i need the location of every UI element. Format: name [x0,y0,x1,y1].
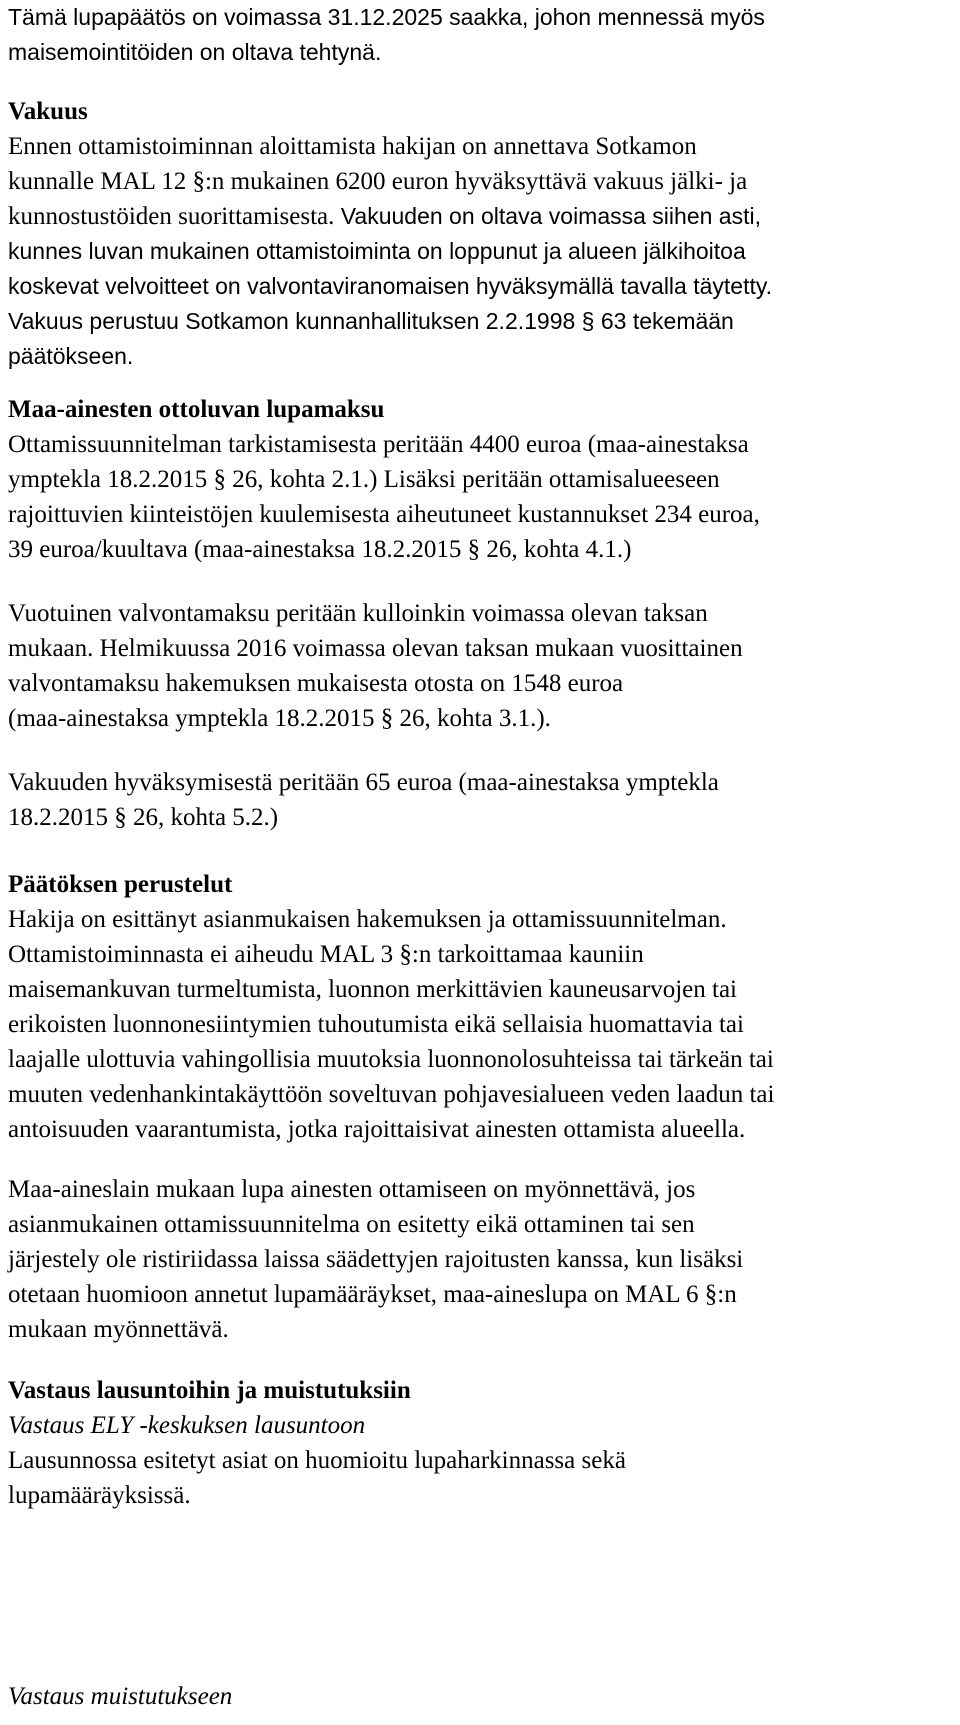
subheading: Vastaus muistutukseen [8,1683,233,1710]
text-line: mukaan myönnettävä. [8,1316,229,1343]
text-line: Hakija on esittänyt asianmukaisen hakemuksen ja ottamissuunnitelman. [8,906,727,933]
text-line: erikoisten luonnonesiintymien tuhoutumista eikä sellaisia huomattavia tai [8,1011,744,1038]
text-line: (maa-ainestaksa ymptekla 18.2.2015 § 26, kohta 3.1.). [8,705,551,732]
text-line: Ennen ottamistoiminnan aloittamista hakijan on annettava Sotkamon [8,133,697,160]
maa-aineslaki-paragraph [8,1172,948,1347]
text-line: 39 euroa/kuultava (maa-ainestaksa 18.2.2015 § 26, kohta 4.1.) [8,536,632,563]
text-line: laajalle ulottuvia vahingollisia muutoksia luonnonolosuhteissa tai tärkeän tai [8,1046,774,1073]
text-line: valvontamaksu hakemuksen mukaisesta otosta on 1548 euroa [8,670,624,697]
text-line: kunnes luvan mukainen ottamistoiminta on loppunut ja alueen jälkihoitoa [8,238,746,264]
text-line: järjestely ole ristiriidassa laissa säädettyjen rajoitusten kanssa, kun lisäksi [8,1246,744,1273]
text-line: kunnalle MAL 12 §:n mukainen 6200 euron hyväksyttävä vakuus jälki- ja [8,168,748,195]
section-heading: Maa-ainesten ottoluvan lupamaksu [8,396,385,423]
text-line: 18.2.2015 § 26, kohta 5.2.) [8,804,279,831]
text-line: Ottamistoiminnasta ei aiheudu MAL 3 §:n tarkoittamaa kauniin [8,941,644,968]
valvontamaksu-paragraph [8,596,948,736]
text-line: Lausunnossa esitetyt asiat on huomioitu lupaharkinnassa sekä [8,1447,626,1474]
text-line: Vakuuden hyväksymisestä peritään 65 euroa (maa-ainestaksa ymptekla [8,769,719,796]
vastaus-section [8,1373,948,1513]
text-line: koskevat velvoitteet on valvontaviranomaisen hyväksymällä tavalla täytetty. [8,273,773,299]
text-line: maisemointitöiden on oltava tehtynä. [8,39,382,65]
text-line: antoisuuden vaarantumista, jotka rajoittaisivat ainesten ottamista alueella. [8,1116,746,1143]
subheading: Vastaus ELY -keskuksen lausuntoon [8,1412,366,1439]
text-line: rajoittuvien kiinteistöjen kuulemisesta aiheutuneet kustannukset 234 euroa, [8,501,760,528]
text-line: Ottamissuunnitelman tarkistamisesta peritään 4400 euroa (maa-ainestaksa [8,431,749,458]
text-line [8,199,948,234]
text-line: asianmukainen ottamissuunnitelma on esitetty eikä ottaminen tai sen [8,1211,695,1238]
text-fragment: kunnostustöiden suorittamisesta. [8,203,335,230]
text-line: Vakuus perustuu Sotkamon kunnanhallituksen 2.2.1998 § 63 tekemään [8,308,734,334]
text-fragment: Vakuuden on oltava voimassa siihen asti, [334,203,761,229]
muistutus-subsection [8,1679,948,1714]
vakuuden-hyvaksyminen-paragraph [8,765,948,835]
text-line: päätökseen. [8,343,134,369]
text-line: otetaan huomioon annetut lupamääräykset, maa-aineslupa on MAL 6 §:n [8,1281,737,1308]
text-line: Maa-aineslain mukaan lupa ainesten ottamiseen on myönnettävä, jos [8,1176,696,1203]
text-line: lupamääräyksissä. [8,1482,191,1509]
validity-paragraph [8,0,948,70]
text-line: Tämä lupapäätös on voimassa 31.12.2025 saakka, johon mennessä myös [8,4,765,30]
section-heading: Vakuus [8,98,88,125]
perustelut-section [8,867,948,1147]
text-line: ymptekla 18.2.2015 § 26, kohta 2.1.) Lisäksi peritään ottamisalueeseen [8,466,720,493]
text-line: muuten vedenhankintakäyttöön soveltuvan pohjavesialueen veden laadun tai [8,1081,775,1108]
text-line: mukaan. Helmikuussa 2016 voimassa olevan taksan mukaan vuosittainen [8,635,743,662]
lupamaksu-section [8,392,948,567]
vakuus-section [8,94,948,374]
section-heading: Päätöksen perustelut [8,871,233,898]
section-heading: Vastaus lausuntoihin ja muistutuksiin [8,1377,411,1404]
text-line: Vuotuinen valvontamaksu peritään kulloinkin voimassa olevan taksan [8,600,708,627]
text-line: maisemankuvan turmeltumista, luonnon merkittävien kauneusarvojen tai [8,976,737,1003]
